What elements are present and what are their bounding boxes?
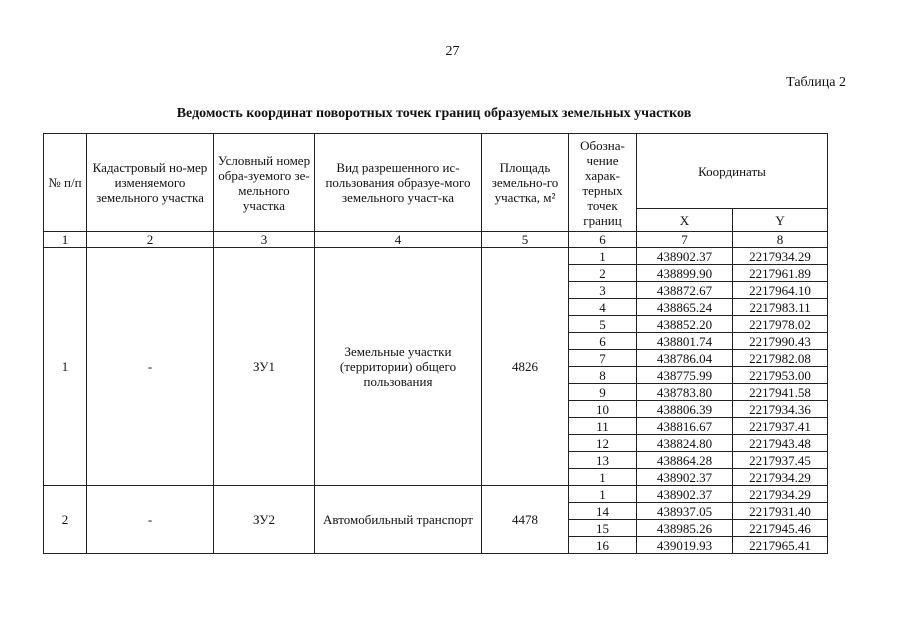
col-number: 1 bbox=[44, 232, 87, 248]
coord-y: 2217982.08 bbox=[733, 350, 828, 367]
col-number: 4 bbox=[315, 232, 482, 248]
coord-y: 2217990.43 bbox=[733, 333, 828, 350]
point-label: 15 bbox=[569, 520, 637, 537]
parcel-cadastral: - bbox=[87, 486, 214, 554]
col-number: 6 bbox=[569, 232, 637, 248]
coord-x: 438852.20 bbox=[637, 316, 733, 333]
coord-y: 2217965.41 bbox=[733, 537, 828, 554]
point-label: 1 bbox=[569, 486, 637, 503]
table-label: Таблица 2 bbox=[786, 75, 846, 90]
header-area: Площадь земельно-го участка, м² bbox=[482, 134, 569, 232]
coord-y: 2217931.40 bbox=[733, 503, 828, 520]
point-label: 14 bbox=[569, 503, 637, 520]
header-row bbox=[44, 134, 828, 209]
point-label: 4 bbox=[569, 299, 637, 316]
header-number: № п/п bbox=[44, 134, 87, 232]
coordinates-table bbox=[43, 133, 828, 554]
header-x: X bbox=[637, 209, 733, 232]
parcel-conditional-number: ЗУ1 bbox=[214, 248, 315, 486]
point-label: 13 bbox=[569, 452, 637, 469]
point-label: 2 bbox=[569, 265, 637, 282]
coord-y: 2217953.00 bbox=[733, 367, 828, 384]
coord-x: 438806.39 bbox=[637, 401, 733, 418]
parcel-cadastral: - bbox=[87, 248, 214, 486]
coord-x: 438985.26 bbox=[637, 520, 733, 537]
coord-y: 2217978.02 bbox=[733, 316, 828, 333]
coord-x: 438786.04 bbox=[637, 350, 733, 367]
point-label: 5 bbox=[569, 316, 637, 333]
header-cadastral: Кадастровый но-мер изменяемого земельного участка bbox=[87, 134, 214, 232]
parcel-conditional-number: ЗУ2 bbox=[214, 486, 315, 554]
table-body bbox=[44, 248, 828, 554]
coord-y: 2217961.89 bbox=[733, 265, 828, 282]
coord-x: 438783.80 bbox=[637, 384, 733, 401]
header-y: Y bbox=[733, 209, 828, 232]
coord-x: 438902.37 bbox=[637, 469, 733, 486]
coord-y: 2217934.29 bbox=[733, 469, 828, 486]
point-label: 6 bbox=[569, 333, 637, 350]
point-label: 8 bbox=[569, 367, 637, 384]
column-numbers-row bbox=[44, 232, 828, 248]
point-label: 7 bbox=[569, 350, 637, 367]
coord-x: 438801.74 bbox=[637, 333, 733, 350]
point-label: 12 bbox=[569, 435, 637, 452]
coord-x: 438775.99 bbox=[637, 367, 733, 384]
coord-y: 2217934.29 bbox=[733, 248, 828, 265]
point-label: 10 bbox=[569, 401, 637, 418]
table-row bbox=[44, 248, 828, 265]
col-number: 3 bbox=[214, 232, 315, 248]
coord-y: 2217934.29 bbox=[733, 486, 828, 503]
coord-y: 2217941.58 bbox=[733, 384, 828, 401]
coord-y: 2217943.48 bbox=[733, 435, 828, 452]
table-row bbox=[44, 486, 828, 503]
coord-y: 2217964.10 bbox=[733, 282, 828, 299]
coord-y: 2217937.41 bbox=[733, 418, 828, 435]
coord-y: 2217945.46 bbox=[733, 520, 828, 537]
parcel-area: 4478 bbox=[482, 486, 569, 554]
coord-y: 2217934.36 bbox=[733, 401, 828, 418]
parcel-permitted-use: Автомобильный транспорт bbox=[315, 486, 482, 554]
coord-x: 438899.90 bbox=[637, 265, 733, 282]
point-label: 1 bbox=[569, 469, 637, 486]
col-number: 5 bbox=[482, 232, 569, 248]
point-label: 16 bbox=[569, 537, 637, 554]
parcel-number: 1 bbox=[44, 248, 87, 486]
point-label: 3 bbox=[569, 282, 637, 299]
parcel-area: 4826 bbox=[482, 248, 569, 486]
point-label: 11 bbox=[569, 418, 637, 435]
coord-x: 438824.80 bbox=[637, 435, 733, 452]
header-point: Обозна-чение харак-терных точек границ bbox=[569, 134, 637, 232]
header-conditional: Условный номер обра-зуемого зе-мельного участка bbox=[214, 134, 315, 232]
coord-x: 438902.37 bbox=[637, 486, 733, 503]
coord-x: 438816.67 bbox=[637, 418, 733, 435]
parcel-permitted-use: Земельные участки (территории) общего пользования bbox=[315, 248, 482, 486]
point-label: 1 bbox=[569, 248, 637, 265]
coord-x: 438872.67 bbox=[637, 282, 733, 299]
coord-x: 438864.28 bbox=[637, 452, 733, 469]
coord-x: 438902.37 bbox=[637, 248, 733, 265]
col-number: 8 bbox=[733, 232, 828, 248]
col-number: 2 bbox=[87, 232, 214, 248]
coord-y: 2217937.45 bbox=[733, 452, 828, 469]
header-use: Вид разрешенного ис-пользования образуе-мого земельного участ-ка bbox=[315, 134, 482, 232]
coord-x: 438865.24 bbox=[637, 299, 733, 316]
header-coordinates: Координаты bbox=[637, 134, 828, 209]
point-label: 9 bbox=[569, 384, 637, 401]
parcel-number: 2 bbox=[44, 486, 87, 554]
coord-x: 439019.93 bbox=[637, 537, 733, 554]
coord-x: 438937.05 bbox=[637, 503, 733, 520]
page-number: 27 bbox=[445, 44, 460, 59]
document-title: Ведомость координат поворотных точек границ образуемых земельных участков bbox=[176, 106, 692, 121]
coord-y: 2217983.11 bbox=[733, 299, 828, 316]
col-number: 7 bbox=[637, 232, 733, 248]
